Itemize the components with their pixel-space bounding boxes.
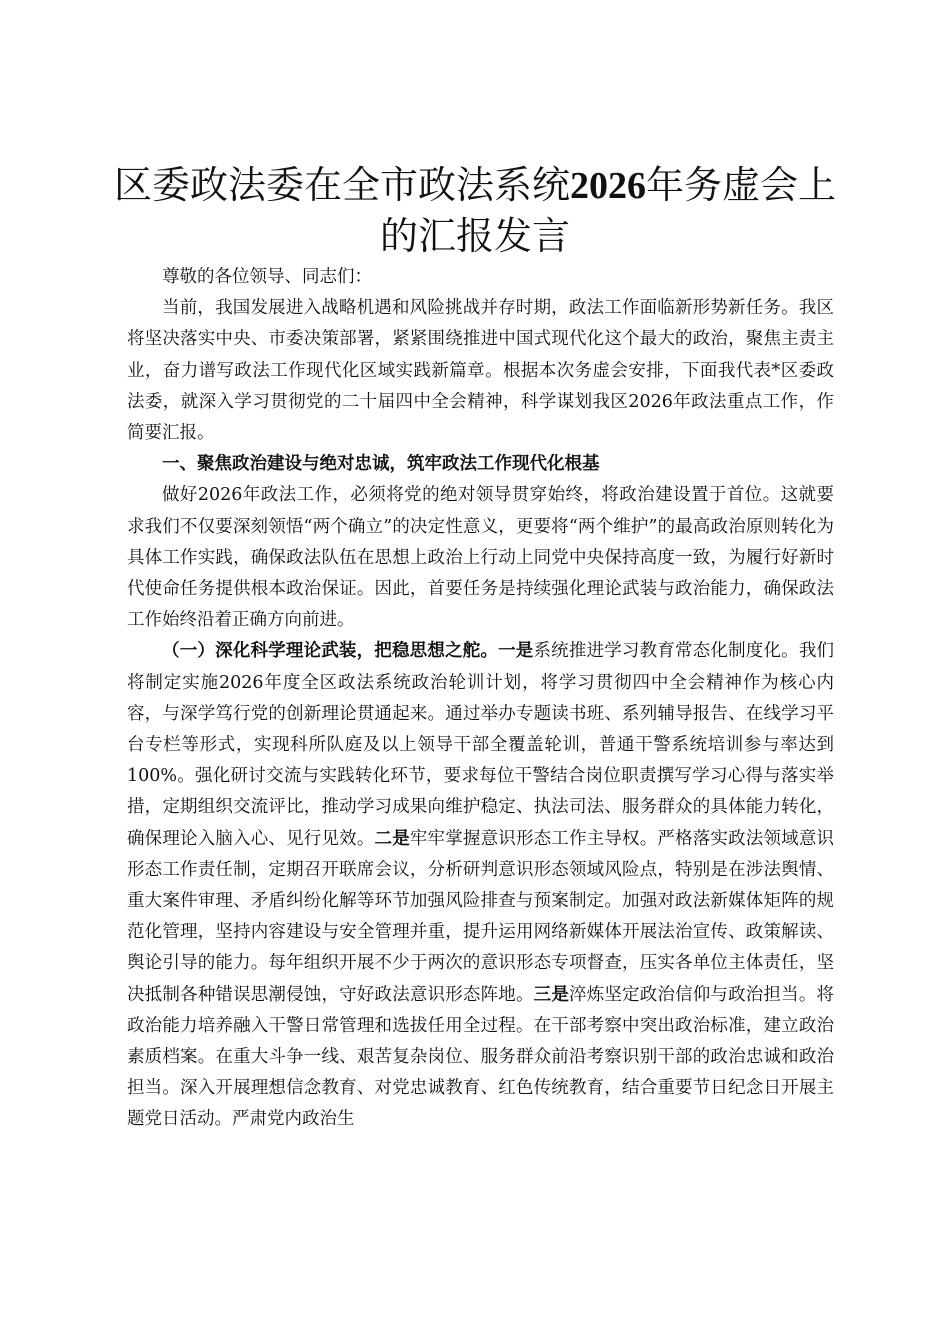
point-1-text: 系统推进学习教育常态化制度化。我们将制定实施2026年度全区政法系统政治轮训计划，将学习贯彻四中全会精神作为核心内容，与深学笃行党的创新理论贯通起来。通过举办专题读书班、系列辅导报告、在线学习平台专栏等形式，实现科所队庭及以上领导干部全覆盖轮训，普通干警系统培训参与率达到100%。强化研讨交流与实践转化环节，要求每位干警结合岗位职责撰写学习心得与落实举措，定期组织交流评比，推动学习成果向维护稳定、执法司法、服务群众的具体能力转化，确保理论入脑入心、见行见效。: [127, 641, 835, 849]
paragraph-subsection1: [127, 636, 834, 1135]
title-line1-part-b: 年务虚会上: [646, 163, 837, 207]
title-line1-year: 2026: [570, 165, 646, 207]
title-line1-part-a: 区委政法委在全市政法系统: [113, 163, 570, 207]
greeting: 尊敬的各位领导、同志们：: [162, 267, 372, 287]
paragraph-section1: 做好2026年政法工作，必须将党的绝对领导贯穿始终，将政治建设置于首位。这就要求我们不仅要深刻领悟“两个确立”的决定性意义，更要将“两个维护”的最高政治原则转化为具体工作实践，确保政法队伍在思想上政治上行动上同党中央保持高度一致，为履行好新时代使命任务提供根本政治保证。因此，首要任务是持续强化理论武装与政治能力，确保政法工作始终沿着正确方向前进。: [127, 485, 834, 631]
paragraph-intro: 当前，我国发展进入战略机遇和风险挑战并存时期，政法工作面临新形势新任务。我区将坚决落实中央、市委决策部署，紧紧围绕推进中国式现代化这个最大的政治，聚焦主责主业，奋力谱写政法工作现代化区域实践新篇章。根据本次务虚会安排，下面我代表*区委政法委，就深入学习贯彻党的二十届四中全会精神，科学谋划我区2026年政法重点工作，作简要汇报。: [127, 298, 834, 444]
section-heading-1: 一、聚焦政治建设与绝对忠诚，筑牢政法工作现代化根基: [162, 454, 600, 475]
title-line2: 的汇报发言: [379, 214, 570, 258]
point-1-lead: 一是: [498, 641, 534, 662]
document-title: [100, 160, 850, 261]
document-body: [127, 262, 834, 1136]
point-3-lead: 三是: [533, 984, 569, 1005]
point-2-lead: 二是: [374, 828, 410, 849]
point-2-text: 牢牢掌握意识形态工作主导权。严格落实政法领域意识形态工作责任制，定期召开联席会议，分析研判意识形态领域风险点，特别是在涉法舆情、重大案件审理、矛盾纠纷化解等环节加强风险排查与预案制定。加强对政法新媒体矩阵的规范化管理，坚持内容建设与安全管理并重，提升运用网络新媒体开展法治宣传、政策解读、舆论引导的能力。每年组织开展不少于两次的意识形态专项督查，压实各单位主体责任，坚决抵制各种错误思潮侵蚀，守好政法意识形态阵地。: [127, 828, 835, 1005]
point-3-text: 淬炼坚定政治信仰与政治担当。将政治能力培养融入干警日常管理和选拔任用全过程。在干部考察中突出政治标准，建立政治素质档案。在重大斗争一线、艰苦复杂岗位、服务群众前沿考察识别干部的政治忠诚和政治担当。深入开展理想信念教育、对党忠诚教育、红色传统教育，结合重要节日纪念日开展主题党日活动。严肃党内政治生: [127, 984, 835, 1130]
subsection-heading-1: （一）深化科学理论武装，把稳思想之舵。: [162, 641, 499, 662]
